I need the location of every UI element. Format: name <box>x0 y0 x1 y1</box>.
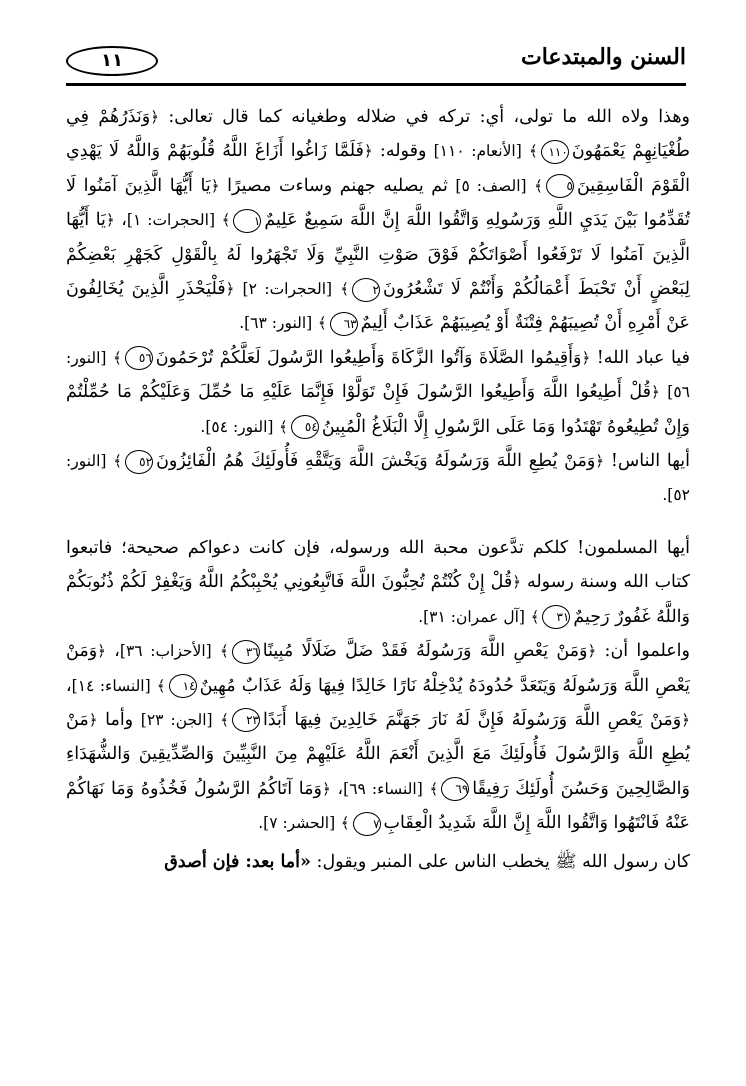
ayah-number: ٥٦ <box>125 346 153 370</box>
ornate-bracket-close: ﴾ <box>113 452 123 471</box>
ayah-number: ٦٩ <box>441 777 469 801</box>
ornate-bracket-close: ﴾ <box>530 607 540 626</box>
paragraph-5 <box>66 634 690 840</box>
quran-verse: مَنْ يُطِعِ اللَّهَ وَالرَّسُولَ فَأُولَئِكَ مَعَ الَّذِينَ أَنْعَمَ اللَّهُ عَلَيْهِمْ مِنَ النَّبِيِّينَ وَالصِّدِّيقِينَ وَالشُّهَدَاءِ وَالصَّالِحِينَ وَحَسُنَ أُولَئِكَ رَفِيقًا <box>66 709 690 799</box>
text: ، <box>114 210 127 231</box>
ayah-number: ٣١ <box>542 605 570 629</box>
ornate-bracket-open: ﴿ <box>681 710 690 729</box>
quran-verse: وَمَنْ يَعْصِ اللَّهَ وَرَسُولَهُ فَإِنَّ لَهُ نَارَ جَهَنَّمَ خَالِدِينَ فِيهَا أَبَدًا <box>263 709 682 730</box>
text: وهذا ولاه الله ما تولى، أي: تركه في ضلاله وطغيانه كما قال تعالى: <box>158 107 690 127</box>
ornate-bracket-open: ﴿ <box>225 280 235 299</box>
ayah-number: ٥ <box>546 174 574 198</box>
ornate-bracket-close: ﴾ <box>317 314 327 333</box>
verse-reference: [الصف: ٥] <box>455 176 527 195</box>
ornate-bracket-close: ﴾ <box>219 642 229 661</box>
ayah-number: ٧ <box>353 812 381 836</box>
ayah-number: ٣٦ <box>232 640 260 664</box>
text <box>234 279 242 299</box>
ornate-bracket-close: ﴾ <box>529 142 538 161</box>
ornate-bracket-close: ﴾ <box>156 676 166 695</box>
verse-reference: [آل عمران: ٣١]. <box>418 607 525 626</box>
ornate-bracket-close: ﴾ <box>220 710 229 729</box>
text: وأما <box>97 709 141 730</box>
quran-verse: فَلَمَّا زَاغُوا أَزَاغَ اللَّهُ قُلُوبَهُمْ وَاللَّهُ لَا يَهْدِي الْقَوْمَ الْفَاسِقِينَ <box>66 141 690 196</box>
ayah-number: ٢٣ <box>232 708 260 732</box>
text: واعلموا أن: <box>596 641 690 662</box>
quran-verse: يَا أَيُّهَا الَّذِينَ آمَنُوا لَا تَرْفَعُوا أَصْوَاتَكُمْ فَوْقَ صَوْتِ النَّبِيِّ وَلَا تَجْهَرُوا لَهُ بِالْقَوْلِ كَجَهْرِ بَعْضِكُمْ لِبَعْضٍ أَنْ تَحْبَطَ أَعْمَالُكُمْ وَأَنْتُمْ لَا تَشْعُرُونَ <box>66 210 690 300</box>
ornate-bracket-close: ﴾ <box>534 176 543 195</box>
ornate-bracket-open: ﴿ <box>210 176 220 195</box>
ayah-number: ١ <box>233 209 261 233</box>
text: ثم يصليه جهنم وساءت مصيرًا <box>219 175 456 196</box>
paragraph-3 <box>66 444 690 513</box>
ornate-bracket-open: ﴿ <box>105 211 115 230</box>
text: كان رسول الله ﷺ يخطب الناس على المنبر ويقول: <box>310 851 690 872</box>
quran-verse: وَأَقِيمُوا الصَّلَاةَ وَآتُوا الزَّكَاةَ وَأَطِيعُوا الرَّسُولَ لَعَلَّكُمْ تُرْحَمُونَ <box>155 347 582 368</box>
ornate-bracket-open: ﴿ <box>97 642 106 661</box>
verse-reference: [النور: ٥٦] <box>66 348 690 402</box>
text: أيها الناس! <box>604 451 690 472</box>
paragraph-gap <box>66 513 690 531</box>
text: ، <box>330 778 344 799</box>
page-header <box>66 42 686 94</box>
paragraph-4 <box>66 531 690 634</box>
verse-reference: [الحجرات: ١] <box>126 211 215 230</box>
running-title: السنن والمبتدعات <box>520 44 686 70</box>
text: وقوله: <box>372 141 434 162</box>
page-number: ١١ <box>66 46 158 76</box>
ornate-bracket-open: ﴿ <box>581 348 591 367</box>
ornate-bracket-close: ﴾ <box>340 280 349 299</box>
ayah-number: ٦٣ <box>330 312 358 336</box>
text: ، <box>105 641 120 662</box>
verse-reference: [الحشر: ٧]. <box>258 814 336 833</box>
quran-verse: فَلْيَحْذَرِ الَّذِينَ يُخَالِفُونَ عَنْ أَمْرِهِ أَنْ تُصِيبَهُمْ فِتْنَةٌ أَوْ يُصِيبَهُمْ عَذَابٌ أَلِيمٌ <box>66 279 690 334</box>
paragraph-6 <box>66 845 690 879</box>
quran-verse: وَمَا آتَاكُمُ الرَّسُولُ فَخُذُوهُ وَمَا نَهَاكُمْ عَنْهُ فَانْتَهُوا وَاتَّقُوا اللَّهَ إِنَّ اللَّهَ شَدِيدُ الْعِقَابِ <box>66 778 690 834</box>
ayah-number: ٢ <box>352 278 380 302</box>
ornate-bracket-open: ﴿ <box>150 108 159 126</box>
page-body <box>66 100 690 879</box>
ayah-number: ٥٤ <box>291 415 319 439</box>
verse-reference: [الجن: ٢٣] <box>140 710 213 729</box>
paragraph-2 <box>66 341 690 444</box>
verse-reference: [النور: ٦٣]. <box>239 314 313 333</box>
ornate-bracket-open: ﴿ <box>512 573 522 592</box>
paragraph-1 <box>66 100 690 341</box>
quran-verse: وَمَنْ يَعْصِ اللَّهَ وَرَسُولَهُ فَقَدْ ضَلَّ ضَلَالًا مُبِينًا <box>262 641 588 662</box>
ornate-bracket-open: ﴿ <box>88 710 98 729</box>
ornate-bracket-close: ﴾ <box>112 348 122 367</box>
verse-reference: [النور: ٥٢]. <box>66 452 690 505</box>
verse-reference: [النساء: ٦٩] <box>343 779 423 798</box>
ornate-bracket-close: ﴾ <box>279 417 288 436</box>
quran-verse: وَمَنْ يُطِعِ اللَّهَ وَرَسُولَهُ وَيَخْشَ اللَّهَ وَيَتَّقْهِ فَأُولَئِكَ هُمُ الْفَائِزُونَ <box>156 451 596 472</box>
ayah-number: ١٤ <box>169 674 197 698</box>
quran-verse: قُلْ أَطِيعُوا اللَّهَ وَأَطِيعُوا الرَّسُولَ فَإِنْ تَوَلَّوْا فَإِنَّمَا عَلَيْهِ مَا حُمِّلَ وَعَلَيْكُمْ مَا حُمِّلْتُمْ وَإِنْ تُطِيعُوهُ تَهْتَدُوا وَمَا عَلَى الرَّسُولِ إِلَّا الْبَلَاغُ الْمُبِينُ <box>66 382 690 437</box>
ornate-bracket-open: ﴿ <box>363 142 373 161</box>
quran-verse: وَنَذَرُهُمْ فِي طُغْيَانِهِمْ يَعْمَهُونَ <box>66 107 690 162</box>
text: أيها المسلمون! كلكم تدَّعون محبة الله ورسوله، فإن كانت دعواكم صحيحة؛ فاتبعوا كتاب الله وسنة رسوله <box>66 537 690 593</box>
text: ، <box>66 675 72 696</box>
verse-reference: [الأحزاب: ٣٦] <box>119 642 212 661</box>
ornate-bracket-close: ﴾ <box>429 779 439 798</box>
verse-reference: [الأنعام: ١١٠] <box>433 142 522 161</box>
ornate-bracket-close: ﴾ <box>340 814 350 833</box>
verse-reference: [النور: ٥٤]. <box>200 417 274 436</box>
verse-reference: [النساء: ١٤] <box>71 676 151 695</box>
ayah-number: ١١٠ <box>541 140 569 164</box>
header-rule <box>66 83 686 86</box>
verse-reference: [الحجرات: ٢] <box>242 280 333 299</box>
ornate-bracket-open: ﴿ <box>595 452 605 471</box>
ornate-bracket-close: ﴾ <box>221 211 231 230</box>
quran-verse: قُلْ إِنْ كُنْتُمْ تُحِبُّونَ اللَّهَ فَاتَّبِعُونِي يُحْبِبْكُمُ اللَّهُ وَيَغْفِرْ لَكُمْ ذُنُوبَكُمْ وَاللَّهُ غَفُورٌ رَحِيمٌ <box>66 572 690 627</box>
quran-verse: وَمَنْ يَعْصِ اللَّهَ وَرَسُولَهُ وَيَتَعَدَّ حُدُودَهُ يُدْخِلْهُ نَارًا خَالِدًا فِيهَا وَلَهُ عَذَابٌ مُهِينٌ <box>66 641 690 696</box>
text: فيا عباد الله! <box>590 347 690 368</box>
quran-verse: يَا أَيُّهَا الَّذِينَ آمَنُوا لَا تُقَدِّمُوا بَيْنَ يَدَيِ اللَّهِ وَرَسُولِهِ وَاتَّقُوا اللَّهَ إِنَّ اللَّهَ سَمِيعٌ عَلِيمٌ <box>66 175 690 231</box>
hadith-quote: «أما بعد: فإن أصدق <box>164 851 311 872</box>
ayah-number: ٥٢ <box>125 450 153 474</box>
ornate-bracket-open: ﴿ <box>321 779 331 798</box>
ornate-bracket-open: ﴿ <box>650 383 660 402</box>
ornate-bracket-open: ﴿ <box>587 642 597 661</box>
